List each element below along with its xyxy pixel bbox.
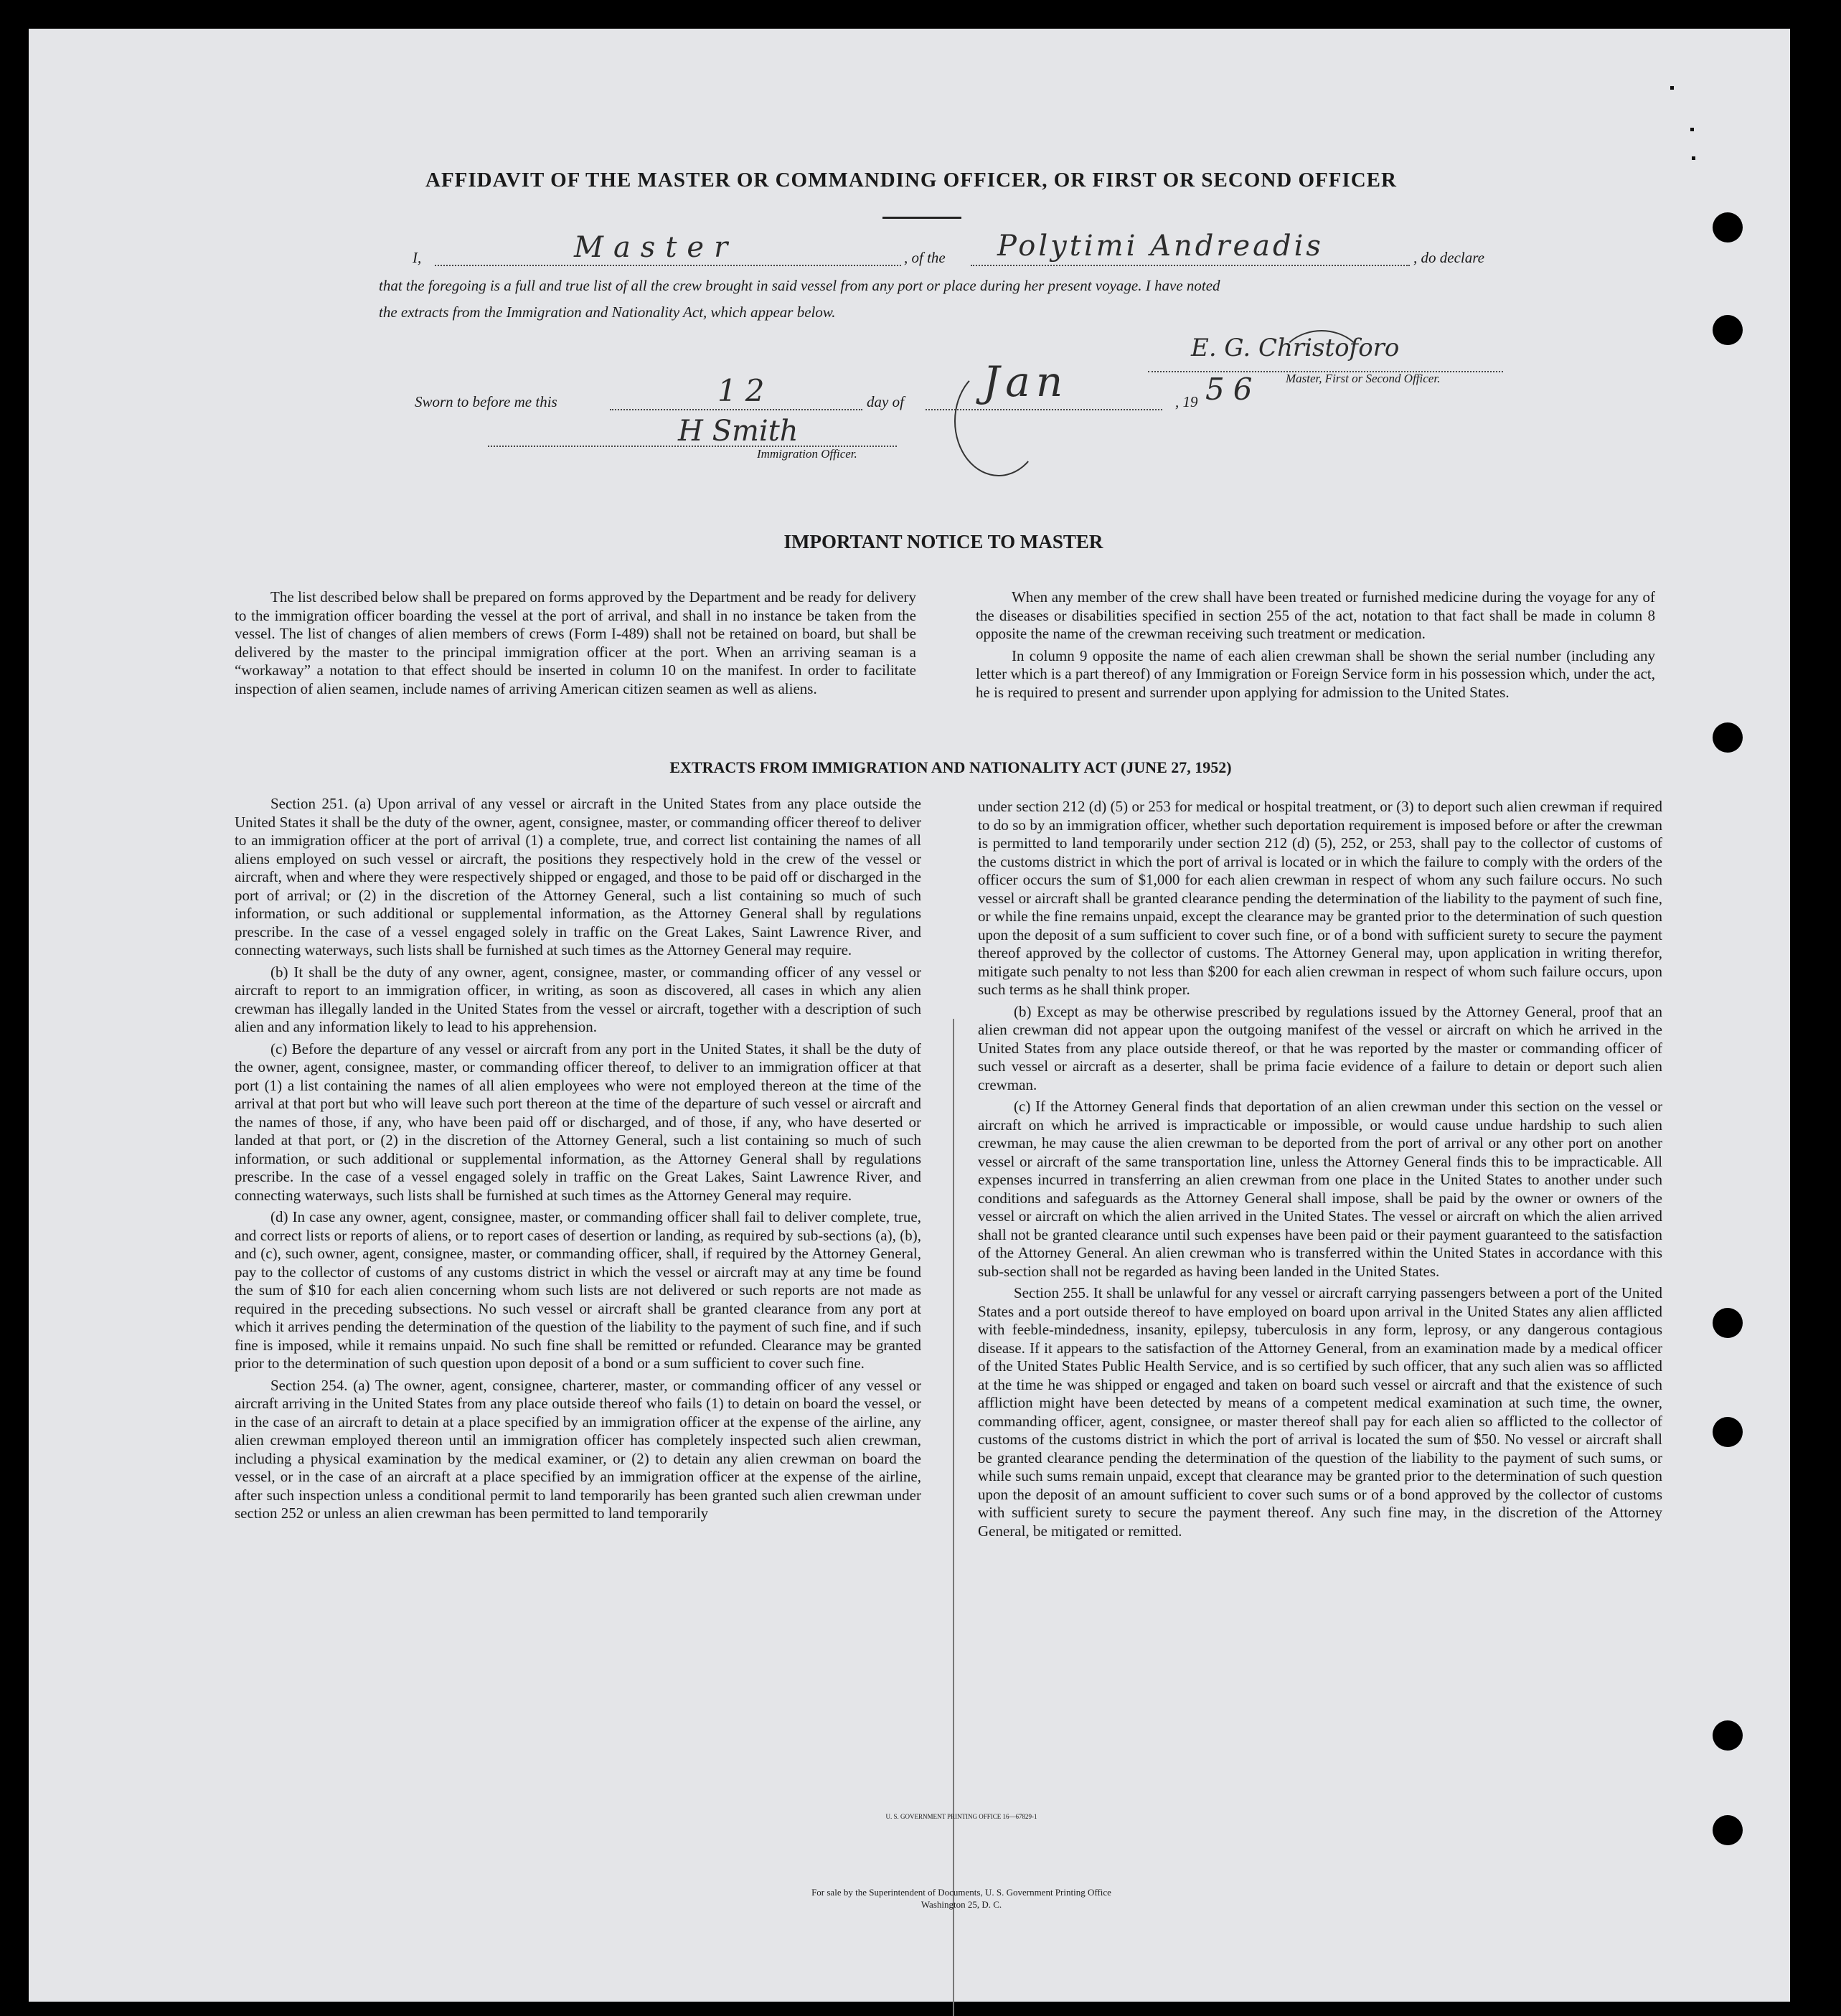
vessel-fill-line bbox=[971, 263, 1410, 266]
section-paragraph: Section 251. (a) Upon arrival of any vessel or aircraft in the United States from any place outside the United States it shall be the duty of the owner, agent, consignee, master, or commanding officer thereof to deliver to an immigration officer at the port of arrival (1) a complete, true, and correct list containing the names of all aliens employed on such vessel or aircraft, the positions they respectively hold in the crew of the vessel or aircraft, when and where they were respectively shipped or engaged, and those to be paid off or discharged in the port of arrival; or (2) in the discretion of the Attorney General, such a list containing so much of such information, or such additional or supplemental information, as the Attorney General shall by regulations prescribe. In the case of a vessel engaged solely in traffic on the Great Lakes, Saint Lawrence River, and connecting waterways, such lists shall be furnished at such times as the Attorney General may require. bbox=[235, 795, 921, 958]
sale-notice-line-2: Washington 25, D. C. bbox=[920, 1899, 1002, 1910]
handwritten-month: Jan bbox=[983, 357, 1069, 406]
notice-paragraph: In column 9 opposite the name of each alien crewman shall be shown the serial number (including any letter which is a part thereof) of any Immigration or Foreign Service form in his possession which, under the act, he is required to present and surrender upon applying for admission to the United States. bbox=[976, 646, 1655, 701]
section-paragraph: Section 255. It shall be unlawful for any vessel or aircraft carrying passengers between a port of the United States and a port outside thereof to have employed on board upon arrival in the United States any alien afflicted with feeble-mindedness, insanity, epilepsy, tuberculosis in any form, leprosy, or any dangerous contagious disease. If it appears to the satisfaction of the Attorney General, from an examination made by a medical officer of the United States Public Health Service, and is so certified by such officer, that any such alien was so afflicted at the time he was shipped or engaged and taken on board such vessel or aircraft and that the existence of such affliction might have been detected by means of a competent medical examination at such time, the owner, commanding officer, agent, consignee, or master thereof shall pay for each alien so afflicted to the collector of customs of the customs district in which the port of arrival is located the sum of $50. No vessel or aircraft shall be granted clearance pending the determination of the question of the liability to the payment of such sums, or while such sums remain unpaid, except that clearance may be granted prior to the determination of such question upon the deposit of an amount sufficient to cover such sums or of a bond approved by the collector of customs with sufficient surety to secure the payment thereof. Any such fine may, in the discretion of the Attorney General, be mitigated or remitted. bbox=[978, 1284, 1662, 1540]
handwritten-day: 12 bbox=[717, 373, 773, 408]
day-of-label: day of bbox=[867, 393, 904, 410]
officer-signature: E. G. Christoforo bbox=[1191, 334, 1400, 362]
punch-hole bbox=[1713, 315, 1743, 345]
of-the-label: , of the bbox=[904, 249, 946, 266]
center-fold bbox=[953, 1019, 954, 2016]
section-paragraph: (b) It shall be the duty of any owner, agent, consignee, master, or commanding officer of any vessel or aircraft to report to an immigration officer, in writing, as soon as discovered, all cases in which any alien crewman has illegally landed in the United States from the vessel or aircraft, together with a description of such alien and any information likely to lead to his apprehension. bbox=[235, 963, 921, 1035]
declaration-i-label: I, bbox=[413, 249, 422, 266]
document-page bbox=[29, 29, 1790, 2002]
section-paragraph: (c) Before the departure of any vessel or aircraft from any port in the United States, it shall be the duty of the owner, agent, consignee, master, or commanding officer thereof, to deliver to an immigration officer at that port (1) a list containing the names of all alien employees who were not employed thereon at the time of the arrival at that port but who will leave such port thereon at the time of the departure of such vessel or aircraft and the names of those, if any, who have been paid off or discharged, and of those, if any, who have deserted or landed at that port, or (2) in the discretion of the Attorney General, such a list containing so much of such information, or such additional or supplemental information, as the Attorney General shall by regulations prescribe. In the case of a vessel engaged solely in traffic on the Great Lakes, Saint Lawrence River, and connecting waterways, such lists shall be furnished at such times as the Attorney General may require. bbox=[235, 1040, 921, 1204]
notice-heading: IMPORTANT NOTICE TO MASTER bbox=[783, 531, 1103, 552]
punch-hole bbox=[1713, 1815, 1743, 1845]
punch-hole bbox=[1713, 212, 1743, 242]
section-paragraph: (d) In case any owner, agent, consignee, master, or commanding officer shall fail to deliver complete, true, and correct lists or reports of aliens, or to report cases of desertion or landing, as required by sub-sections (a), (b), and (c), such owner, agent, consignee, master, or commanding officer, shall, if required by the Attorney General, pay to the collector of customs of any customs district in which the vessel or aircraft may at any time be found the sum of $10 for each alien concerning whom such lists are not delivered or such reports are not made as required in the preceding subsections. No such vessel or aircraft shall be granted clearance from any port at which it arrives pending the determination of the question of the liability to the payment of such fine, and if such fine is imposed, while it remains unpaid. No such fine shall be remitted or refunded. Clearance may be granted prior to the determination of such question upon deposit of a bond or a sum sufficient to cover such fine. bbox=[235, 1208, 921, 1372]
punch-hole bbox=[1713, 1417, 1743, 1447]
extracts-right-column bbox=[978, 798, 1662, 1544]
do-declare-label: , do declare bbox=[1413, 249, 1484, 266]
signature-loop bbox=[1277, 330, 1366, 405]
speck bbox=[1690, 128, 1694, 131]
notice-paragraph: The list described below shall be prepared on forms approved by the Department and be ready for delivery to the immigration officer boarding the vessel at the port of arrival, and shall in no instance be taken from the vessel. The list of changes of alien members of crews (Form I-489) shall not be retained on board, but shall be delivered by the master to the principal immigration officer at the port. When an arriving seaman is a “workaway” a notation to that effect should be inserted in column 10 on the manifest. In order to facilitate inspection of alien seamen, include names of arriving American citizen seamen as well as aliens. bbox=[235, 588, 916, 697]
punch-hole bbox=[1713, 722, 1743, 753]
sworn-label: Sworn to before me this bbox=[415, 393, 557, 410]
declaration-line-2: that the foregoing is a full and true list of all the crew brought in said vessel from any port or place during her present voyage. I have noted bbox=[379, 277, 1220, 294]
handwritten-name: Master bbox=[574, 231, 738, 264]
notice-paragraph: When any member of the crew shall have been treated or furnished medicine during the voyage for any of the diseases or disabilities specified in section 255 of the act, notation to that fact shall be made in column 8 opposite the name of the crewman receiving such treatment or medication. bbox=[976, 588, 1655, 642]
extracts-left-column bbox=[235, 795, 921, 1527]
sale-notice-line-1: For sale by the Superintendent of Documents, U. S. Government Printing Office bbox=[811, 1887, 1111, 1898]
year-prefix: , 19 bbox=[1175, 393, 1198, 410]
title-rule bbox=[882, 217, 961, 219]
handwritten-vessel: Polytimi Andreadis bbox=[997, 230, 1324, 263]
notice-left-column bbox=[235, 588, 916, 702]
pen-stroke bbox=[954, 366, 1043, 476]
immigration-officer-caption: Immigration Officer. bbox=[757, 447, 857, 461]
printing-office-mark: U. S. GOVERNMENT PRINTING OFFICE 16—67829-1 bbox=[885, 1813, 1037, 1820]
immigration-officer-signature: H Smith bbox=[678, 415, 799, 448]
officer-caption: Master, First or Second Officer. bbox=[1286, 372, 1441, 385]
extracts-heading: EXTRACTS FROM IMMIGRATION AND NATIONALITY ACT (JUNE 27, 1952) bbox=[669, 758, 1232, 776]
section-paragraph: (c) If the Attorney General finds that deportation of an alien crewman under this section on the vessel or aircraft on which he arrived is impracticable or impossible, or would cause undue hardship to such alien crewman, he may cause the alien crewman to be deported from the port of arrival or any other port on another vessel or aircraft of the same transportation line, unless the Attorney General finds this to be impracticable. All expenses incurred in transferring an alien crewman from one place in the United States to another under such conditions and safeguards as the Attorney General shall impose, shall be paid by the owner or owners of the vessel or aircraft on which the alien arrived in the United States. The vessel or aircraft on which the alien arrived shall not be granted clearance until such expenses have been paid or their payment guaranteed to the satisfaction of the Attorney General. An alien crewman who is transferred within the United States in accordance with this sub-section shall not be regarded as having been landed in the United States. bbox=[978, 1098, 1662, 1280]
section-paragraph: (b) Except as may be otherwise prescribed by regulations issued by the Attorney General, proof that an alien crewman did not appear upon the outgoing manifest of the vessel or aircraft on which he arrived in the United States from any place outside thereof, or that he was reported by the master or commanding officer of such vessel or aircraft as a deserter, shall be prima facie evidence of a failure to detain or deport such alien crewman. bbox=[978, 1002, 1662, 1093]
speck bbox=[1670, 86, 1674, 90]
speck bbox=[1692, 156, 1695, 160]
handwritten-year: 56 bbox=[1205, 372, 1261, 407]
section-paragraph: Section 254. (a) The owner, agent, consignee, charterer, master, or commanding officer of any vessel or aircraft arriving in the United States from any place outside thereof who fails (1) to detain on board the vessel, or in the case of an aircraft to detain at a place specified by an immigration officer at the expense of the airline, any alien crewman employed thereon until an immigration officer has completely inspected such alien crewman, including a physical examination by the medical examiner, or (2) to detain any alien crewman on board the vessel, or in the case of an aircraft at a place specified by an immigration officer at the expense of the airline, after such inspection unless a conditional permit to land temporarily has been granted such alien crewman under section 252 or unless an alien crewman has been permitted to land temporarily bbox=[235, 1376, 921, 1522]
punch-hole bbox=[1713, 1720, 1743, 1751]
affidavit-title: AFFIDAVIT OF THE MASTER OR COMMANDING OFFICER, OR FIRST OR SECOND OFFICER bbox=[425, 169, 1397, 192]
notice-right-column bbox=[976, 588, 1655, 705]
punch-hole bbox=[1713, 1308, 1743, 1338]
section-paragraph: under section 212 (d) (5) or 253 for medical or hospital treatment, or (3) to deport such alien crewman if required to do so by an immigration officer, whether such deportation requirement is imposed before or after the crewman is permitted to land temporarily under section 212 (d) (5), 252, or 253, shall pay to the collector of customs of the customs district in which the port of arrival is located or in which the failure to comply with the orders of the officer occurs the sum of $1,000 for each alien crewman in respect of whom any such failure occurs. No such vessel or aircraft shall be granted clearance pending the determination of the liability to the payment of such fine, or while the fine remains unpaid, except the clearance may be granted prior to the determination of such question upon the deposit of a sum sufficient to cover such fine, or of a bond with sufficient surety to secure the payment thereof approved by the collector of customs. The Attorney General may, upon application in writing therefor, mitigate such penalty to not less than $200 for each alien crewman in respect of whom such failure occurs, upon such terms as he shall think proper. bbox=[978, 798, 1662, 998]
declaration-line-3: the extracts from the Immigration and Nationality Act, which appear below. bbox=[379, 303, 836, 321]
